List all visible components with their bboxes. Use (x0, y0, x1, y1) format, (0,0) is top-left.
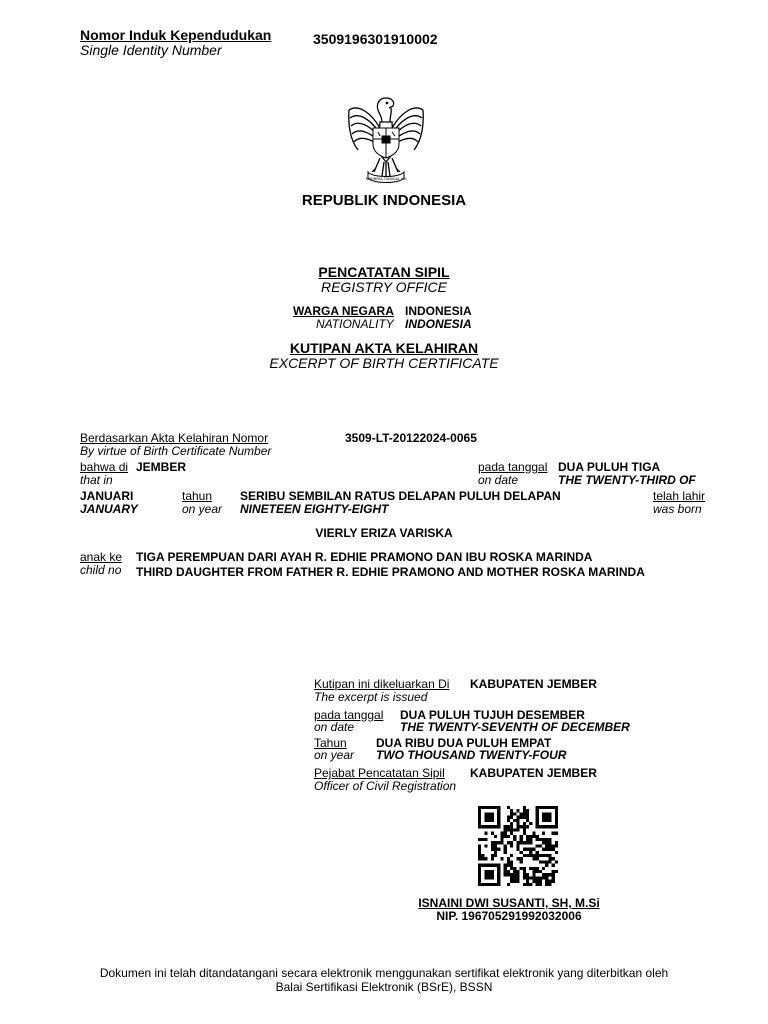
month-value: JANUARI (80, 489, 134, 503)
place-label: bahwa di (80, 460, 129, 474)
nik-label-en: Single Identity Number (80, 42, 222, 58)
child-order-value: TIGA PEREMPUAN DARI AYAH R. EDHIE PRAMONO DAN IBU ROSKA MARINDA (136, 550, 593, 564)
basis-label: Berdasarkan Akta Kelahiran Nomor (80, 431, 269, 445)
nik-value: 3509196301910002 (313, 31, 438, 47)
emblem-motto: BHINNEKA TUNGGAL IKA (365, 177, 407, 181)
born-label-en: was born (653, 502, 702, 516)
issue-year-value: DUA RIBU DUA PULUH EMPAT (376, 736, 552, 750)
basis-value: 3509-LT-20122024-0065 (345, 431, 477, 445)
date-value-en: THE TWENTY-THIRD OF (558, 473, 696, 487)
place-label-en: that in (80, 473, 113, 487)
issue-date-label: pada tanggal (314, 708, 384, 722)
country-title: REPUBLIK INDONESIA (301, 192, 467, 209)
basis-label-en: By virtue of Birth Certificate Number (80, 444, 272, 458)
nik-label: Nomor Induk Kependudukan (80, 27, 272, 43)
year-value: SERIBU SEMBILAN RATUS DELAPAN PULUH DELAPAN (240, 489, 561, 503)
issue-year-label: Tahun (314, 736, 347, 750)
signatory-nip: NIP. 196705291992032006 (436, 909, 582, 923)
child-order-label-en: child no (80, 563, 122, 577)
footer-line-2: Balai Sertifikasi Elektronik (BSrE), BSSN (275, 980, 493, 994)
footer-line-1: Dokumen ini telah ditandatangani secara elektronik menggunakan sertifikat elektronik yang diterbitkan oleh (99, 966, 669, 980)
nationality-value: INDONESIA (405, 304, 472, 318)
year-label-en: on year (182, 502, 223, 516)
issue-year-label-en: on year (314, 748, 355, 762)
month-value-en: JANUARY (80, 502, 138, 516)
issue-year-value-en: TWO THOUSAND TWENTY-FOUR (376, 748, 567, 762)
document-title-en: EXCERPT OF BIRTH CERTIFICATE (269, 355, 499, 371)
issue-date-value: DUA PULUH TUJUH DESEMBER (400, 708, 585, 722)
office-title: PENCATATAN SIPIL (318, 264, 450, 280)
issued-label: Kutipan ini dikeluarkan Di (314, 677, 450, 691)
officer-value: KABUPATEN JEMBER (470, 766, 597, 780)
garuda-emblem-icon (346, 92, 426, 186)
place-value: JEMBER (136, 460, 187, 474)
child-name: VIERLY ERIZA VARISKA (315, 526, 453, 540)
date-label-en: on date (478, 473, 519, 487)
date-value: DUA PULUH TIGA (558, 460, 661, 474)
nationality-label-en: NATIONALITY (316, 317, 394, 331)
officer-label-en: Officer of Civil Registration (314, 779, 457, 793)
issue-date-value-en: THE TWENTY-SEVENTH OF DECEMBER (400, 720, 630, 734)
document-title: KUTIPAN AKTA KELAHIRAN (289, 340, 479, 356)
year-value-en: NINETEEN EIGHTY-EIGHT (240, 502, 389, 516)
child-order-value-en: THIRD DAUGHTER FROM FATHER R. EDHIE PRAMONO AND MOTHER ROSKA MARINDA (136, 565, 645, 579)
year-label: tahun (182, 489, 213, 503)
date-label: pada tanggal (478, 460, 548, 474)
issue-date-label-en: on date (314, 720, 355, 734)
born-label: telah lahir (653, 489, 706, 503)
nationality-label: WARGA NEGARA (293, 304, 394, 318)
officer-label: Pejabat Pencatatan Sipil (314, 766, 445, 780)
qr-code-icon[interactable] (478, 806, 558, 886)
nationality-value-en: INDONESIA (405, 317, 472, 331)
issued-label-en: The excerpt is issued (314, 690, 428, 704)
child-order-label: anak ke (80, 550, 123, 564)
signatory-name: ISNAINI DWI SUSANTI, SH, M.Si (418, 896, 600, 910)
issued-value: KABUPATEN JEMBER (470, 677, 597, 691)
office-title-en: REGISTRY OFFICE (320, 279, 447, 295)
